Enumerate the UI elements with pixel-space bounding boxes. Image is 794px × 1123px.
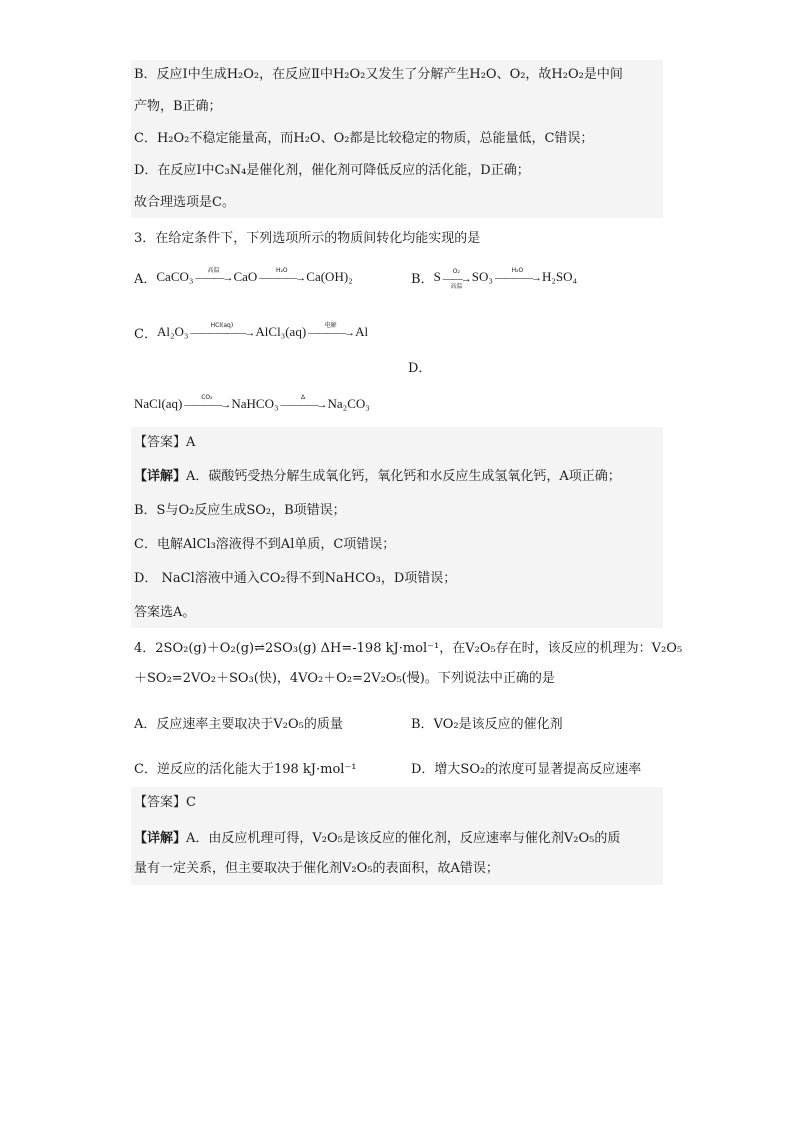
reaction-arrow: Δ ————→ (280, 393, 326, 411)
detail-tag: 【详解】 (134, 831, 187, 846)
q2-option-b-explanation-line1: B．反应Ⅰ中生成H₂O₂，在反应Ⅱ中H₂O₂又发生了分解产生H₂O、O₂，故H₂O₂是中间 (134, 67, 623, 82)
option-label: A． (134, 271, 157, 287)
arrow-condition: H₂O (511, 266, 524, 274)
q3-answer-block (131, 427, 663, 628)
q3-option-a (134, 268, 411, 287)
q4-detail-a-line1 (134, 828, 660, 850)
q4-options-cd (131, 756, 663, 778)
arrow-condition: 电解 (324, 321, 337, 329)
reaction-arrow: 电解 ————→ (308, 321, 354, 339)
q3-detail-b: B．S与O₂反应生成SO₂，B项错误； (134, 503, 346, 518)
q2-option-b-explanation-line2: 产物，B正确； (134, 99, 222, 114)
q4-answer-block (131, 787, 663, 885)
option-label: C． (134, 326, 157, 342)
q4-stem-line2: ＋SO₂=2VO₂＋SO₃(快)，4VO₂＋O₂=2V₂O₅(慢)。下列说法中正确的是 (134, 671, 555, 686)
q2-conclusion: 故合理选项是C。 (134, 195, 235, 210)
arrow-condition: HCl(aq) (210, 321, 234, 329)
reaction-arrow: 高温 ———→ (195, 266, 232, 284)
arrow-condition: 高温 (207, 266, 220, 274)
q4-option-c: C．逆反应的活化能大于198 kJ·mol⁻¹ (134, 761, 357, 777)
species: S (433, 269, 441, 284)
species: CaCO₃ (156, 269, 194, 284)
document-page (131, 60, 683, 885)
q3-option-b (411, 266, 577, 288)
species: Ca(OH)₂ (306, 269, 353, 284)
q3-detail-a (134, 466, 660, 488)
reaction-chain-b (434, 266, 577, 288)
q3-option-d (134, 393, 663, 415)
species: AlCl₃(aq) (255, 324, 307, 339)
q3-option-d-label: D． (408, 361, 432, 376)
arrow-condition-below: 高温 (450, 283, 463, 290)
arrow-condition: H₂O (275, 266, 288, 274)
species: NaHCO₃ (231, 396, 279, 411)
q3-options-ab (131, 266, 663, 288)
reaction-chain-a (156, 266, 353, 285)
species: NaCl(aq) (134, 396, 183, 411)
reaction-arrow: O₂ ——→ 高温 (442, 268, 470, 290)
reaction-chain-d (134, 393, 370, 412)
detail-text: A．由反应机理可得，V₂O₅是该反应的催化剂，反应速率与催化剂V₂O₅的质 (186, 831, 621, 846)
species: Na₂CO₃ (327, 396, 370, 411)
species: Al (355, 324, 369, 339)
q2-option-d-explanation: D．在反应Ⅰ中C₃N₄是催化剂，催化剂可降低反应的活化能，D正确； (134, 163, 530, 178)
species: CaO (233, 269, 258, 284)
detail-text: A．碳酸钙受热分解生成氧化钙，氧化钙和水反应生成氢氧化钙，A项正确； (186, 469, 621, 484)
q3-answer (134, 427, 660, 454)
q3-option-c (131, 321, 663, 343)
q4-option-a: A．反应速率主要取决于V₂O₅的质量 (134, 716, 343, 732)
reaction-chain-c (156, 321, 369, 340)
q2-explanation-block (131, 60, 663, 218)
q4-options-ab (131, 711, 663, 733)
arrow-condition: CO₂ (201, 393, 213, 401)
reaction-arrow: H₂O ————→ (494, 266, 540, 284)
reaction-arrow: H₂O ————→ (259, 266, 305, 284)
q4-stem-line1: 4．2SO₂(g)＋O₂(g)⇌2SO₃(g) ΔH=-198 kJ·mol⁻¹，在V₂O₅存在时，该反应的机理为：V₂O₅ (134, 641, 683, 656)
q4-answer: 【答案】C (134, 795, 196, 810)
reaction-arrow: HCl(aq) ——————→ (190, 321, 254, 339)
answer-text: 【答案】A (134, 435, 196, 450)
arrow-condition: O₂ (452, 268, 460, 275)
species: H₂SO₄ (541, 269, 578, 284)
q4-option-d: D．增大SO₂的浓度可显著提高反应速率 (411, 761, 642, 777)
q2-option-c-explanation: C．H₂O₂不稳定能量高，而H₂O、O₂都是比较稳定的物质，总能量低，C错误； (134, 131, 594, 146)
q3-detail-d: D． NaCl溶液中通入CO₂得不到NaHCO₃，D项错误； (134, 571, 457, 586)
q3-stem: 3．在给定条件下，下列选项所示的物质间转化均能实现的是 (134, 231, 481, 246)
q3-detail-c: C．电解AlCl₃溶液得不到Al单质，C项错误； (134, 537, 396, 552)
q4-option-b: B．VO₂是该反应的催化剂 (411, 716, 563, 732)
option-label: B． (411, 271, 434, 287)
reaction-arrow: CO₂ ————→ (184, 393, 230, 411)
q4-detail-a-line2: 量有一定关系，但主要取决于催化剂V₂O₅的表面积，故A错误； (134, 861, 499, 876)
detail-tag: 【详解】 (134, 469, 187, 484)
species: Al₂O₃ (156, 324, 189, 339)
arrow-condition: Δ (300, 393, 306, 401)
species: SO₃ (471, 269, 493, 284)
q3-conclusion: 答案选A。 (134, 605, 196, 620)
